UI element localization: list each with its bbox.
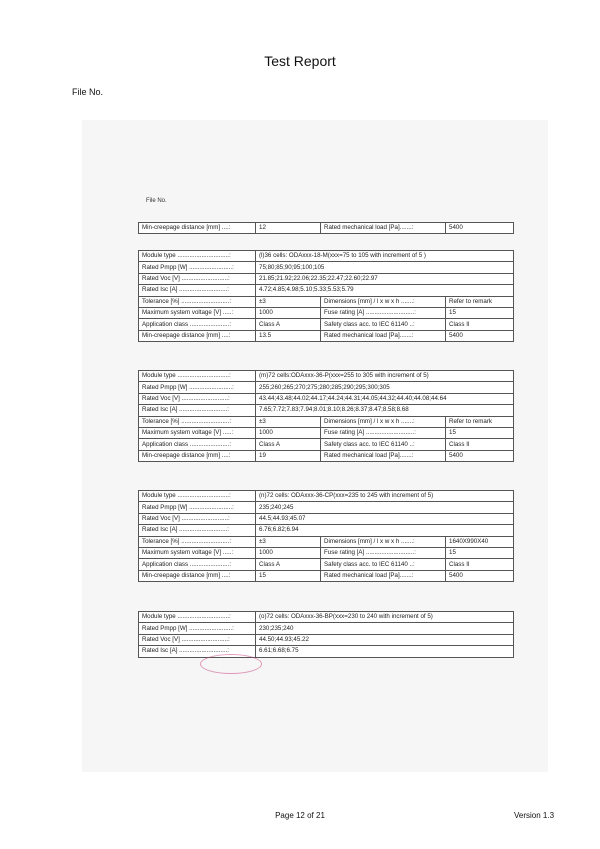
table-cell: Application class .......................: — [139, 559, 256, 570]
table-row — [139, 612, 514, 623]
table-cell: Rated Voc [V] ...........................: — [139, 393, 256, 404]
table-cell: 15 — [446, 427, 514, 438]
table-cell: 15 — [446, 547, 514, 558]
table-cell: Tolerance [%] ............................: — [139, 536, 256, 547]
table-row — [139, 634, 514, 645]
table-row — [139, 262, 514, 273]
table-cell: 15 — [446, 307, 514, 318]
table-cell: Fuse rating [A] ............................: — [321, 307, 446, 318]
table-cell: Safety class acc. to IEC 61140 ..: — [321, 319, 446, 330]
table-cell: ±3 — [256, 536, 321, 547]
table-row — [139, 547, 514, 558]
page-number: Page 12 of 21 — [275, 811, 325, 820]
table-cell: 4.72;4.85;4.98;5.10;5.33;5.53;5.79 — [256, 285, 514, 296]
table-cell: Dimensions [mm] / l x w x h .......: — [321, 296, 446, 307]
table-cell: Rated Voc [V] ...........................: — [139, 513, 256, 524]
table-cell: 1000 — [256, 307, 321, 318]
table-cell: Rated mechanical load [Pa].......: — [321, 570, 446, 581]
page-title: Test Report — [264, 53, 336, 69]
table-cell: Application class .......................: — [139, 439, 256, 450]
table-row — [139, 405, 514, 416]
table-row — [139, 416, 514, 427]
table-cell: Min-creepage distance [mm] ....: — [139, 330, 256, 341]
table-cell: 1000 — [256, 427, 321, 438]
table-cell: 13.5 — [256, 330, 321, 341]
table-row — [139, 646, 514, 657]
table-cell: Rated Voc [V] ...........................: — [139, 273, 256, 284]
table-cell: 75;80;85;90;95;100;105 — [256, 262, 514, 273]
table-cell: Maximum system voltage [V] .....: — [139, 307, 256, 318]
table-cell: Safety class acc. to IEC 61140 ..: — [321, 439, 446, 450]
table-cell: Module type ..............................: — [139, 251, 256, 262]
file-no-label: File No. — [72, 87, 104, 97]
table-cell: Rated mechanical load [Pa].......: — [321, 450, 446, 461]
table-cell: Rated Pmpp [W] .........................: — [139, 262, 256, 273]
table-cell: Rated mechanical load [Pa].......: — [321, 330, 446, 341]
table-row — [139, 319, 514, 330]
table-cell: 19 — [256, 450, 321, 461]
table-row — [139, 525, 514, 536]
table-cell: ±3 — [256, 416, 321, 427]
table-cell: 44.5;44.93;45.07 — [256, 513, 514, 524]
table-cell: Rated Pmpp [W] .........................: — [139, 502, 256, 513]
table-row — [139, 559, 514, 570]
table-cell: Fuse rating [A] ............................: — [321, 427, 446, 438]
table-cell: Rated Pmpp [W] .........................: — [139, 623, 256, 634]
module-table-n — [138, 490, 514, 582]
table-cell: Dimensions [mm] / l x w x h .......: — [321, 536, 446, 547]
table-row — [139, 439, 514, 450]
table-row — [139, 251, 514, 262]
table-cell: Min-creepage distance [mm] ....: — [139, 570, 256, 581]
table-cell: (l)36 cells: ODAxxx-18-M(xxx=75 to 105 with increment of 5 ) — [256, 251, 514, 262]
table-cell: Class II — [446, 439, 514, 450]
table-cell: Fuse rating [A] ............................: — [321, 547, 446, 558]
table-cell: Rated Isc [A] ............................: — [139, 646, 256, 657]
table-cell: Refer to remark — [446, 296, 514, 307]
table-cell: Tolerance [%] ............................: — [139, 416, 256, 427]
table-cell: Min-creepage distance [mm] ....: — [139, 450, 256, 461]
table-cell: ±3 — [256, 296, 321, 307]
table-cell: Dimensions [mm] / l x w x h .......: — [321, 416, 446, 427]
table-row — [139, 513, 514, 524]
table-cell: (o)72 cells: ODAxxx-36-BP(xxx=230 to 240 with increment of 5) — [256, 612, 514, 623]
table-cell: 44.50;44.93;45.22 — [256, 634, 514, 645]
table-cell: Min-creepage distance [mm] ....: — [139, 223, 256, 234]
table-row — [139, 296, 514, 307]
module-table-l — [138, 250, 514, 342]
table-cell: 5400 — [446, 570, 514, 581]
table-row — [139, 223, 514, 234]
table-cell: Maximum system voltage [V] .....: — [139, 427, 256, 438]
stamp-mark — [200, 654, 262, 674]
table-cell: 21.85;21.92;22.06;22.35;22.47;22.60;22.97 — [256, 273, 514, 284]
creepage-table — [138, 222, 514, 234]
table-row — [139, 623, 514, 634]
table-row — [139, 491, 514, 502]
table-cell: 1000 — [256, 547, 321, 558]
module-table-o — [138, 611, 514, 658]
table-cell: 15 — [256, 570, 321, 581]
table-cell: 12 — [256, 223, 321, 234]
table-cell: 6.61;6.68;6.75 — [256, 646, 514, 657]
table-cell: 1640X990X40 — [446, 536, 514, 547]
table-cell: Rated Voc [V] ...........................: — [139, 634, 256, 645]
table-cell: 7.65;7.72;7.83;7.94;8.01;8.10;8.26;8.37;8.47;8.58;8.68 — [256, 405, 514, 416]
table-row — [139, 330, 514, 341]
table-row — [139, 371, 514, 382]
table-cell: 255;260;265;270;275;280;285;290;295;300;305 — [256, 382, 514, 393]
module-table-m — [138, 370, 514, 462]
version-label: Version 1.3 — [514, 811, 555, 820]
table-cell: Rated Isc [A] ............................: — [139, 525, 256, 536]
table-row — [139, 427, 514, 438]
table-row — [139, 273, 514, 284]
table-cell: 230;235;240 — [256, 623, 514, 634]
table-cell: Class II — [446, 319, 514, 330]
table-row — [139, 502, 514, 513]
table-row — [139, 307, 514, 318]
table-cell: Class A — [256, 559, 321, 570]
table-cell: Rated Isc [A] ............................: — [139, 405, 256, 416]
table-cell: Maximum system voltage [V] .....: — [139, 547, 256, 558]
table-cell: Class II — [446, 559, 514, 570]
table-row — [139, 536, 514, 547]
table-cell: Tolerance [%] ............................: — [139, 296, 256, 307]
scanned-report-image — [82, 120, 548, 772]
table-cell: 5400 — [446, 450, 514, 461]
table-cell: 43.44;43.48;44.02;44.17;44.24;44.31;44.05;44.32;44.40;44.08;44.64 — [256, 393, 514, 404]
table-cell: Rated Pmpp [W] .........................: — [139, 382, 256, 393]
table-cell: Class A — [256, 319, 321, 330]
table-cell: 6.76;6.82;6.94 — [256, 525, 514, 536]
table-cell: Module type ..............................: — [139, 612, 256, 623]
table-row — [139, 393, 514, 404]
table-cell: Rated mechanical load [Pa].......: — [321, 223, 446, 234]
table-cell: 235;240;245 — [256, 502, 514, 513]
table-cell: Module type ..............................: — [139, 371, 256, 382]
table-row — [139, 570, 514, 581]
table-row — [139, 450, 514, 461]
table-cell: Rated Isc [A] ............................: — [139, 285, 256, 296]
table-cell: 5400 — [446, 223, 514, 234]
table-cell: 5400 — [446, 330, 514, 341]
table-cell: Refer to remark — [446, 416, 514, 427]
scan-file-no-label: File No. — [146, 198, 167, 204]
table-cell: Module type ..............................: — [139, 491, 256, 502]
table-cell: (n)72 cells: ODAxxx-36-CP(xxx=235 to 245 with increment of 5) — [256, 491, 514, 502]
table-cell: Safety class acc. to IEC 61140 ..: — [321, 559, 446, 570]
table-cell: (m)72 cells:ODAxxx-36-P(xxx=255 to 305 with increment of 5) — [256, 371, 514, 382]
table-cell: Application class .......................: — [139, 319, 256, 330]
table-row — [139, 285, 514, 296]
table-row — [139, 382, 514, 393]
table-cell: Class A — [256, 439, 321, 450]
